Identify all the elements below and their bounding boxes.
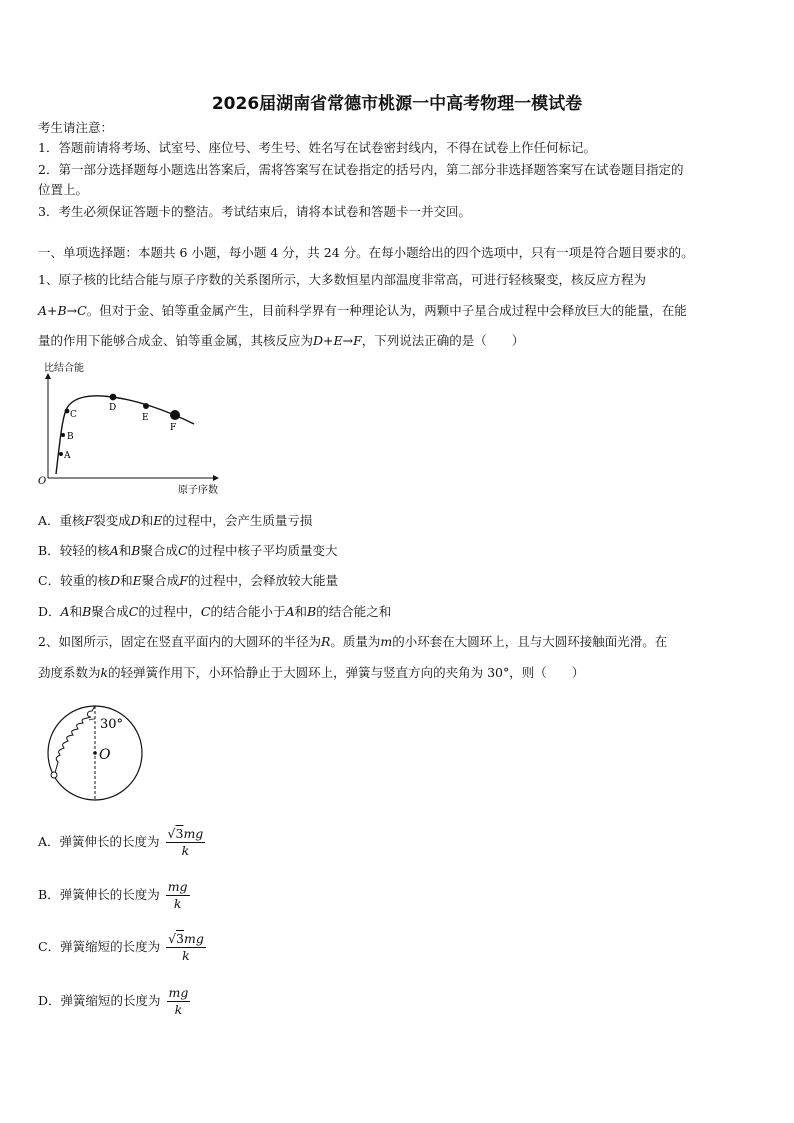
ring-spring-figure <box>44 703 148 807</box>
label-E: E <box>142 413 149 423</box>
section-heading: 一、单项选择题：本题共 6 小题，每小题 4 分，共 24 分。在每小题给出的四个选项中，只有一项是符合题目要求的。 <box>38 245 694 260</box>
point-A <box>59 452 63 456</box>
point-D <box>110 394 117 401</box>
q1-stem-line3-post: ，下列说法正确的是（ ） <box>361 333 525 348</box>
binding-energy-graph <box>36 360 236 500</box>
q1-stem-line1: 1、原子核的比结合能与原子序数的关系图所示，大多数恒星内部温度非常高，可进行轻核聚变，核反应方程为 <box>38 272 646 287</box>
q1-option-b[interactable]: B．较轻的核A和B聚合成C的过程中核子平均质量变大 <box>38 543 338 558</box>
q1-stem-line2-text: 。但对于金、铂等重金属产生，目前科学界有一种理论认为，两颗中子星合成过程中会释放巨大的能量，在能 <box>86 303 687 318</box>
fraction-c: $\frac{√3mg}{k}$ <box>168 931 204 963</box>
exam-title: 2026届湖南省常德市桃源一中高考物理一模试卷 <box>211 94 583 114</box>
angle-label: 30° <box>100 717 124 732</box>
q1-formula-def: D+E→F <box>313 333 362 348</box>
point-F <box>170 410 180 420</box>
fraction-d: $\frac{mg}{k}$ <box>168 985 189 1017</box>
q1-stem-line3-pre: 量的作用下能够合成金、铂等重金属，其核反应为 <box>38 333 314 348</box>
small-ring <box>51 772 57 778</box>
fraction-a: $\frac{√3mg}{k}$ <box>167 826 204 858</box>
center-dot <box>93 751 97 755</box>
fraction-b: $\frac{mg}{k}$ <box>167 879 188 911</box>
angle-arc <box>89 719 95 720</box>
notice-item-2-cont: 位置上。 <box>38 182 89 197</box>
graph-ylabel: 比结合能 <box>44 363 84 374</box>
q2-option-c[interactable]: C．弹簧缩短的长度为 $\frac{√3mg}{k}$ <box>38 931 204 963</box>
q2-stem-line2: 劲度系数为k的轻弹簧作用下，小环恰静止于大圆环上，弹簧与竖直方向的夹角为 30°，则（ ） <box>38 665 585 680</box>
q2-option-d[interactable]: D．弹簧缩短的长度为 $\frac{mg}{k}$ <box>38 985 189 1017</box>
label-A: A <box>64 451 71 461</box>
notice-item-1: 1．答题前请将考场、试室号、座位号、考生号、姓名写在试卷密封线内，不得在试卷上作任何标记。 <box>38 140 596 155</box>
center-label: O <box>99 747 111 763</box>
q2-option-b[interactable]: B．弹簧伸长的长度为 $\frac{mg}{k}$ <box>38 879 188 911</box>
point-E <box>143 403 149 409</box>
q1-stem-line2 <box>38 302 762 320</box>
graph-origin: O <box>38 476 47 487</box>
binding-curve <box>56 396 194 474</box>
graph-xlabel: 原子序数 <box>178 485 218 496</box>
q1-formula-abc: A+B→C <box>38 303 87 318</box>
q1-option-a[interactable]: A．重核F裂变成D和E的过程中，会产生质量亏损 <box>38 513 313 528</box>
q2-stem-line1: 2、如图所示，固定在竖直平面内的大圆环的半径为R。质量为m的小环套在大圆环上，且与大圆环接触面光滑。在 <box>38 634 668 649</box>
notice-item-3: 3．考生必须保证答题卡的整洁。考试结束后，请将本试卷和答题卡一并交回。 <box>38 204 471 219</box>
notice-heading: 考生请注意： <box>38 120 114 135</box>
q1-option-c[interactable]: C．较重的核D和E聚合成F的过程中，会释放较大能量 <box>38 573 338 588</box>
label-B: B <box>67 432 74 442</box>
point-C <box>65 409 70 414</box>
q2-option-a[interactable]: A．弹簧伸长的长度为 $\frac{√3mg}{k}$ <box>38 826 204 858</box>
label-D: D <box>109 403 117 413</box>
notice-item-2: 2．第一部分选择题每小题选出答案后，需将答案写在试卷指定的括号内，第二部分非选择题答案写在试卷题目指定的 <box>38 162 684 177</box>
point-B <box>61 433 65 437</box>
q1-option-d[interactable]: D．A和B聚合成C的过程中，C的结合能小于A和B的结合能之和 <box>38 604 392 619</box>
spring <box>55 706 95 773</box>
q1-stem-line3 <box>38 332 762 350</box>
label-C: C <box>70 410 77 420</box>
label-F: F <box>170 423 177 433</box>
